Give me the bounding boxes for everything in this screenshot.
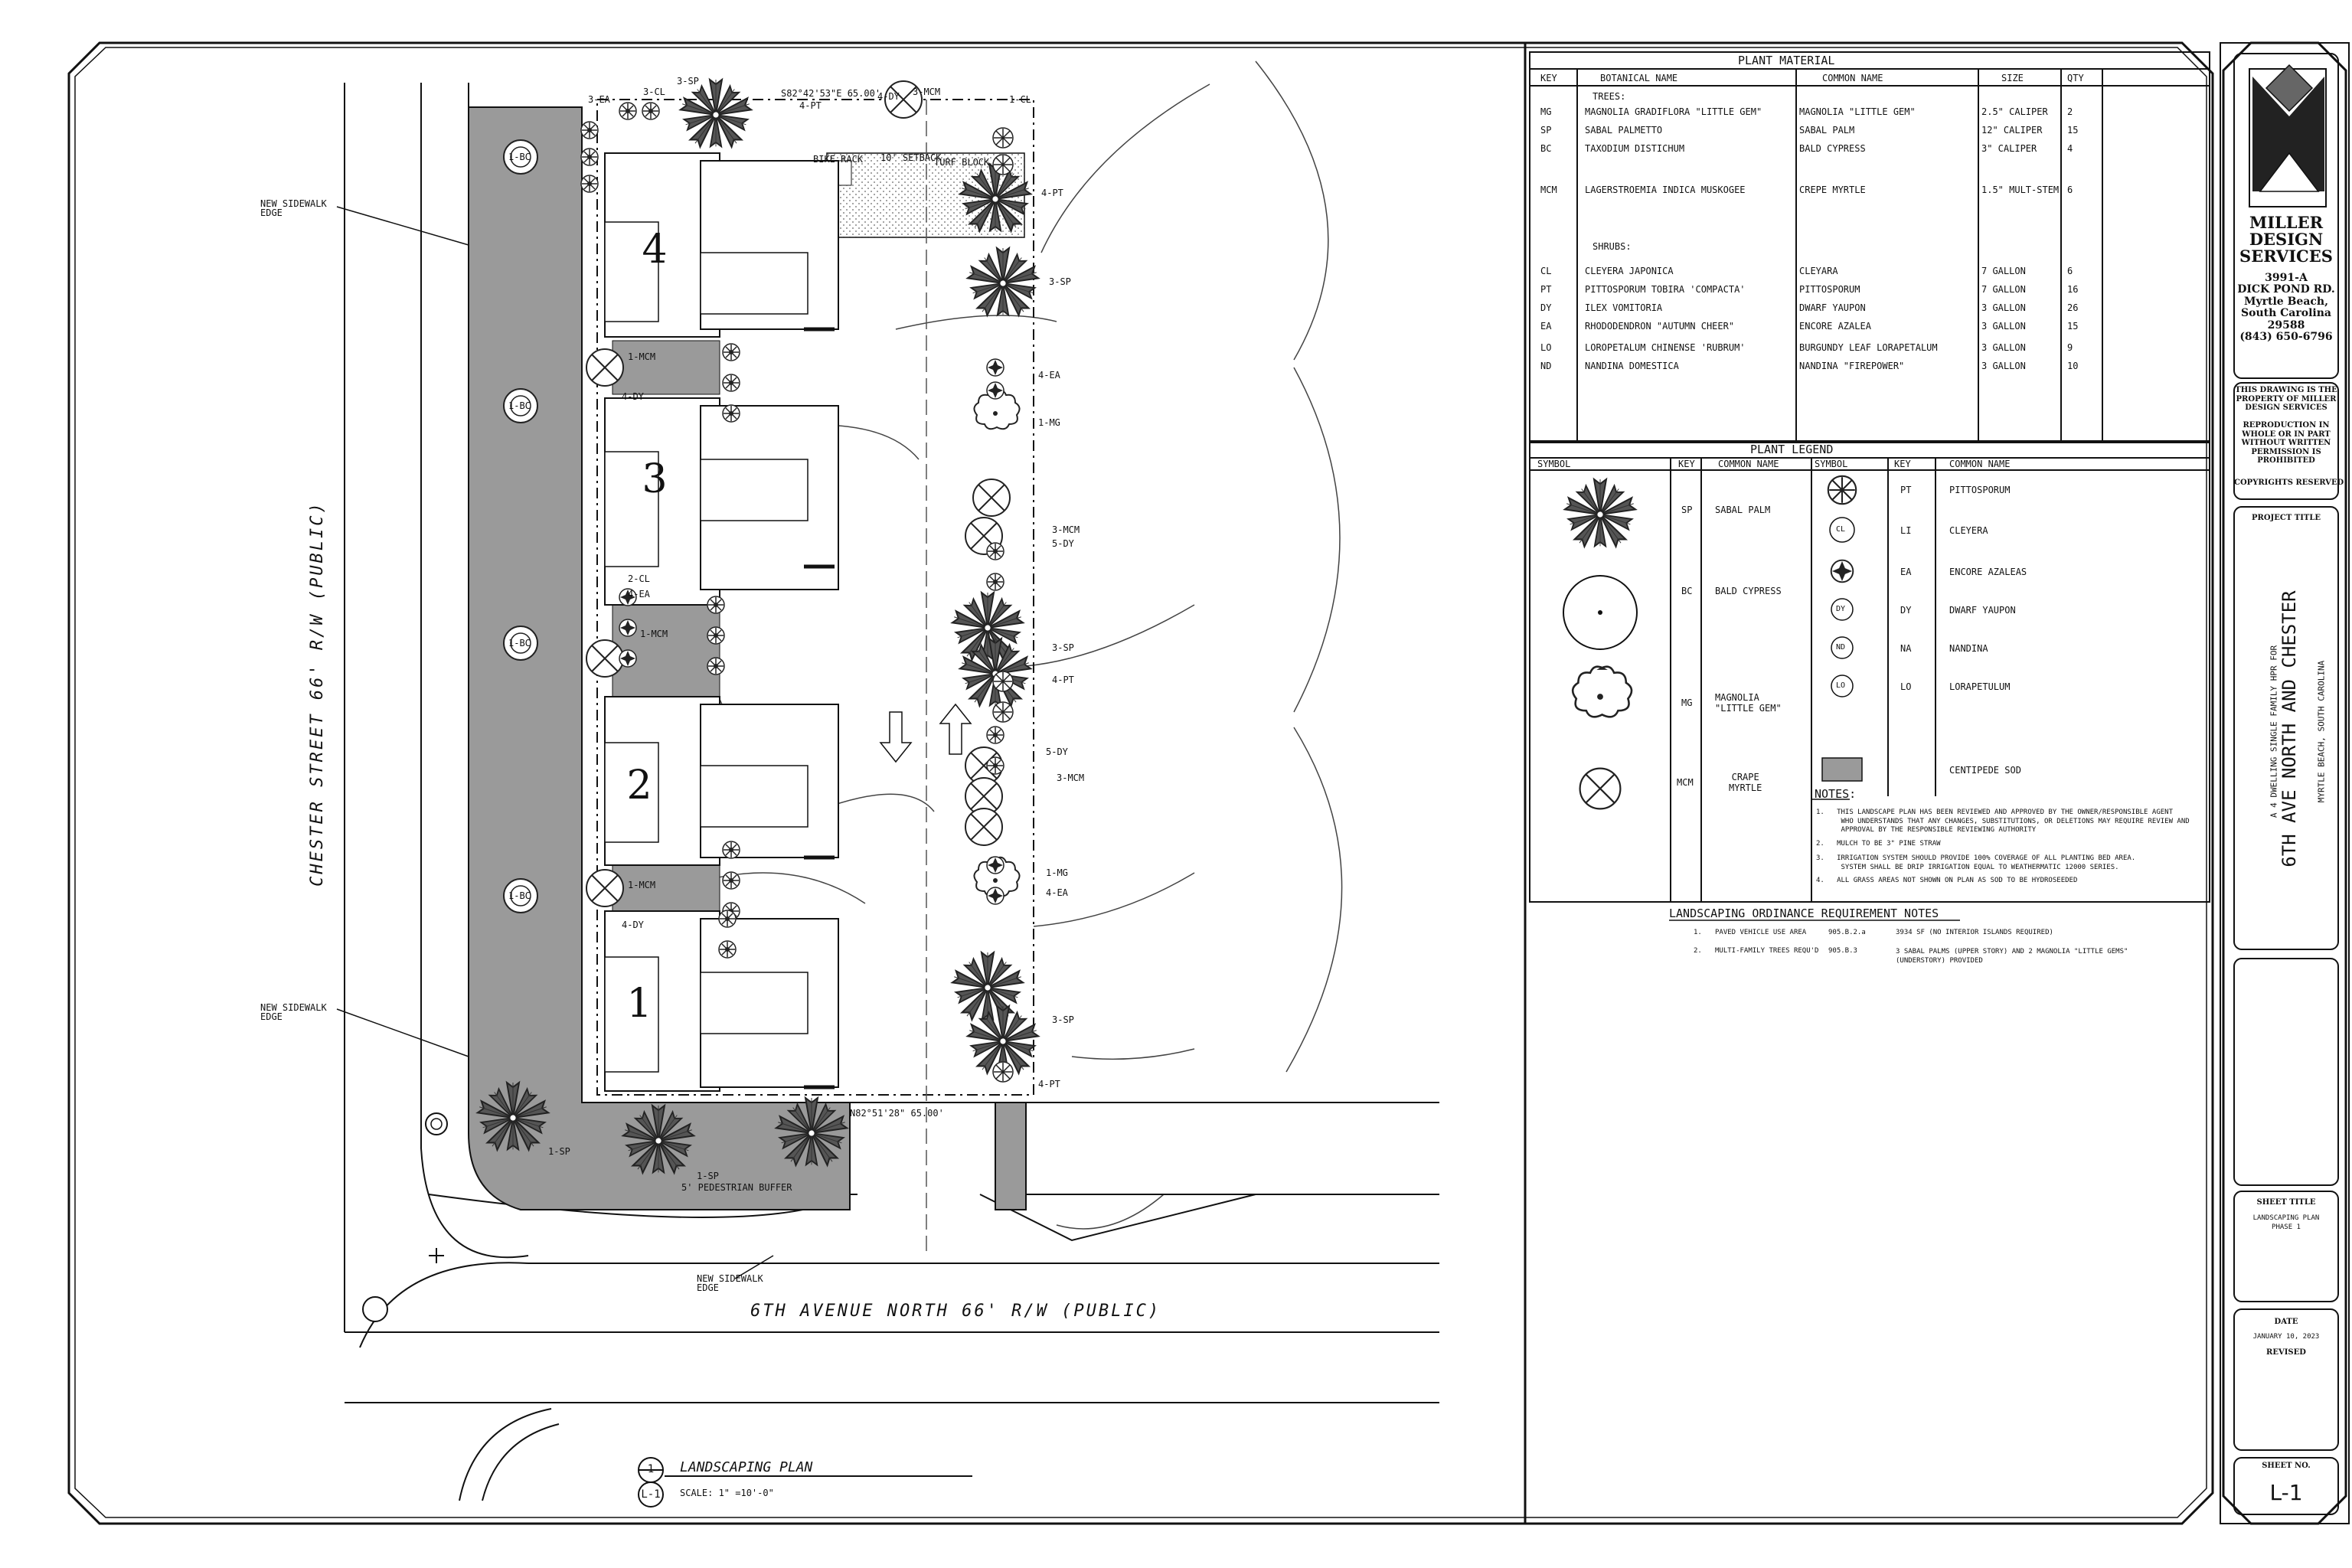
ordinance-text: 3934 SF (NO INTERIOR ISLANDS REQUIRED) — [1896, 929, 2053, 936]
legend-name: LORAPETULUM — [1949, 681, 2011, 692]
unit-number: 1 — [626, 981, 652, 1027]
project-title-label: PROJECT TITLE — [2252, 514, 2321, 522]
legend-name: BALD CYPRESS — [1715, 586, 1782, 596]
legend-key: EA — [1900, 567, 1912, 577]
bearing-label: N82°51'28" 65.00' — [850, 1108, 944, 1119]
plan-title: LANDSCAPING PLAN — [680, 1459, 813, 1475]
section-label: SHRUBS: — [1592, 241, 1632, 252]
plant-material-size: 7 GALLON — [1981, 284, 2026, 295]
plant-tag: 5-DY — [1052, 538, 1074, 549]
plant-material-common: ENCORE AZALEA — [1799, 321, 1871, 332]
setback-label: 10' SETBACK — [880, 152, 942, 163]
plant-tag: 4-DY — [877, 91, 900, 102]
legend-key: SP — [1681, 505, 1693, 515]
plant-material-botanical: LAGERSTROEMIA INDICA MUSKOGEE — [1585, 185, 1746, 195]
plant-material-key: BC — [1540, 143, 1552, 154]
plant-material-size: 1.5" MULT-STEM — [1981, 185, 2060, 195]
plant-tag: 3-CL — [643, 87, 665, 97]
unit-number: 2 — [626, 763, 652, 808]
plant-material-title: PLANT MATERIAL — [1738, 54, 1835, 67]
plant-tag: 1-MCM — [640, 629, 668, 639]
copyright-note: COPYRIGHTS RESERVED — [2234, 479, 2344, 487]
ordinance-text: 3 SABAL PALMS (UPPER STORY) AND 2 MAGNOLIA "LITTLE GEMS" (UNDERSTORY) PROVIDED — [1896, 948, 2128, 965]
plant-material-botanical: PITTOSPORUM TOBIRA 'COMPACTA' — [1585, 284, 1746, 295]
legend-symbol-label: DY — [1836, 605, 1846, 613]
plant-material-qty: 15 — [2067, 321, 2079, 332]
ordinance-title: LANDSCAPING ORDINANCE REQUIREMENT NOTES — [1669, 906, 1939, 920]
unit-number: 3 — [642, 456, 668, 502]
plant-tag: 3-MCM — [1052, 524, 1080, 535]
plant-tag: 4-PT — [1052, 675, 1074, 685]
legend-name: MAGNOLIA "LITTLE GEM" — [1715, 692, 1782, 714]
sheet-no-value: L-1 — [2269, 1480, 2303, 1505]
plant-material-botanical: ILEX VOMITORIA — [1585, 302, 1663, 313]
plant-material-size: 3 GALLON — [1981, 321, 2026, 332]
plant-material-key: CL — [1540, 266, 1552, 276]
plant-material-common: CREPE MYRTLE — [1799, 185, 1866, 195]
legend-header: KEY — [1894, 459, 1911, 469]
plant-material-key: EA — [1540, 321, 1552, 332]
plant-tag: 3-SP — [1052, 642, 1074, 653]
legend-name: PITTOSPORUM — [1949, 485, 2011, 495]
legend-symbol-label: CL — [1836, 525, 1846, 534]
plant-material-common: NANDINA "FIREPOWER" — [1799, 361, 1905, 371]
plant-material-botanical: RHODODENDRON "AUTUMN CHEER" — [1585, 321, 1735, 332]
table-header: SIZE — [2001, 73, 2024, 83]
tree-callout: 1-BC — [508, 152, 531, 162]
table-header: QTY — [2067, 73, 2084, 83]
company-address: 3991-A DICK POND RD. Myrtle Beach, South Carolina 29588 (843) 650-6796 — [2237, 272, 2335, 343]
legend-symbol-label: ND — [1836, 643, 1846, 652]
plant-material-key: LO — [1540, 342, 1552, 353]
plant-material-qty: 9 — [2067, 342, 2073, 353]
plant-material-size: 3 GALLON — [1981, 342, 2026, 353]
plant-tag: 1-SP — [697, 1171, 719, 1181]
plant-tag: 2-CL — [628, 573, 650, 584]
legend-key: LO — [1900, 681, 1912, 692]
plant-tag: 3-EA — [588, 94, 610, 105]
plant-material-common: DWARF YAUPON — [1799, 302, 1866, 313]
plant-material-qty: 6 — [2067, 266, 2073, 276]
plant-material-key: PT — [1540, 284, 1552, 295]
plant-tag: 1-MCM — [628, 880, 656, 890]
pedestrian-buffer-label: 5' PEDESTRIAN BUFFER — [681, 1182, 792, 1193]
unit-number: 4 — [642, 227, 668, 273]
sidewalk-edge-label: NEW SIDEWALK EDGE — [260, 198, 327, 218]
sheet-title-value: LANDSCAPING PLAN PHASE 1 — [2252, 1214, 2320, 1231]
ordinance-num: 2. — [1694, 947, 1702, 955]
plant-material-qty: 4 — [2067, 143, 2073, 154]
plant-material-common: PITTOSPORUM — [1799, 284, 1860, 295]
reproduction-note: REPRODUCTION IN WHOLE OR IN PART WITHOUT WRITTEN PERMISSION IS PROHIBITED — [2241, 421, 2331, 465]
project-line-3: MYRTLE BEACH, SOUTH CAROLINA — [2316, 660, 2327, 803]
project-line-2: 6TH AVE NORTH AND CHESTER — [2278, 590, 2300, 867]
plant-material-common: MAGNOLIA "LITTLE GEM" — [1799, 106, 1916, 117]
plant-tag: 4-PT — [1038, 1079, 1060, 1089]
plan-number: 1 — [647, 1463, 655, 1475]
legend-key: MCM — [1677, 777, 1694, 788]
legend-header: KEY — [1678, 459, 1695, 469]
ordinance-num: 1. — [1694, 929, 1702, 936]
ordinance-code: 905.B.3 — [1828, 947, 1857, 955]
plant-material-key: SP — [1540, 125, 1552, 136]
legend-header: SYMBOL — [1815, 459, 1848, 469]
plant-tag: 1-MCM — [628, 351, 656, 362]
plant-material-size: 3 GALLON — [1981, 361, 2026, 371]
bearing-label: S82°42'53"E 65.00' — [781, 88, 881, 99]
plant-tag: 5-DY — [1046, 746, 1068, 757]
plant-material-qty: 15 — [2067, 125, 2079, 136]
date-value: JANUARY 10, 2023 — [2252, 1333, 2320, 1341]
plant-tag: 1-CL — [1009, 94, 1031, 105]
ordinance-label: MULTI-FAMILY TREES REQU'D — [1715, 947, 1819, 955]
ordinance-code: 905.B.2.a — [1828, 929, 1866, 936]
plant-tag: 4-PT — [1041, 188, 1063, 198]
legend-key: BC — [1681, 586, 1693, 596]
bike-rack-label: BIKE RACK — [813, 154, 864, 165]
street-label-chester: CHESTER STREET 66' R/W (PUBLIC) — [308, 501, 327, 887]
street-label-6th-avenue: 6TH AVENUE NORTH 66' R/W (PUBLIC) — [750, 1302, 1161, 1321]
date-label: DATE — [2274, 1318, 2298, 1326]
legend-name: SABAL PALM — [1715, 505, 1771, 515]
project-line-1: A 4 DWELLING SINGLE FAMILY HPR FOR — [2269, 645, 2279, 818]
ordinance-label: PAVED VEHICLE USE AREA — [1715, 929, 1807, 936]
plant-material-key: MCM — [1540, 185, 1557, 195]
plant-material-botanical: LOROPETALUM CHINENSE 'RUBRUM' — [1585, 342, 1746, 353]
table-header: KEY — [1540, 73, 1557, 83]
plant-material-common: BURGUNDY LEAF LORAPETALUM — [1799, 342, 1938, 353]
plant-material-key: MG — [1540, 106, 1552, 117]
turf-block-label: TURF BLOCK — [934, 157, 990, 168]
plant-legend-title: PLANT LEGEND — [1750, 443, 1834, 456]
legend-key: DY — [1900, 605, 1912, 616]
plant-tag: 3-SP — [1052, 1014, 1074, 1025]
legend-name: CENTIPEDE SOD — [1949, 765, 2021, 776]
notes-item: 3. IRRIGATION SYSTEM SHOULD PROVIDE 100% COVERAGE OF ALL PLANTING BED AREA. SYSTEM SHALL BE DRIP IRRIGATION EQUAL TO WEATHERMATIC 12000 SERIES. — [1816, 854, 2136, 871]
plant-material-size: 7 GALLON — [1981, 266, 2026, 276]
plant-tag: 4-PT — [799, 100, 822, 111]
plant-material-qty: 10 — [2067, 361, 2079, 371]
plant-material-botanical: MAGNOLIA GRADIFLORA "LITTLE GEM" — [1585, 106, 1762, 117]
plant-material-qty: 16 — [2067, 284, 2079, 295]
legend-name: NANDINA — [1949, 643, 1988, 654]
plant-material-qty: 2 — [2067, 106, 2073, 117]
tree-callout: 1-BC — [508, 400, 531, 411]
plant-material-qty: 26 — [2067, 302, 2079, 313]
plant-material-key: DY — [1540, 302, 1552, 313]
plant-material-key: ND — [1540, 361, 1552, 371]
legend-name: CRAPE MYRTLE — [1729, 772, 1762, 794]
legend-name: DWARF YAUPON — [1949, 605, 2016, 616]
sidewalk-edge-label: NEW SIDEWALK EDGE — [697, 1273, 763, 1293]
plant-material-botanical: TAXODIUM DISTICHUM — [1585, 143, 1685, 154]
plant-material-botanical: SABAL PALMETTO — [1585, 125, 1663, 136]
plant-material-size: 3" CALIPER — [1981, 143, 2037, 154]
legend-key: NA — [1900, 643, 1912, 654]
table-header: COMMON NAME — [1822, 73, 1883, 83]
plant-material-common: SABAL PALM — [1799, 125, 1855, 136]
plant-material-common: CLEYARA — [1799, 266, 1838, 276]
table-header: BOTANICAL NAME — [1600, 73, 1678, 83]
plant-tag: 4-EA — [1046, 887, 1068, 898]
notes-item: 2. MULCH TO BE 3" PINE STRAW — [1816, 840, 1941, 848]
company-logo — [2249, 65, 2326, 207]
sidewalk-edge-label: NEW SIDEWALK EDGE — [260, 1002, 327, 1022]
plant-material-size: 2.5" CALIPER — [1981, 106, 2048, 117]
sheet-title-label: SHEET TITLE — [2256, 1198, 2316, 1207]
plant-tag: 3-MCM — [1057, 773, 1085, 783]
legend-header: SYMBOL — [1537, 459, 1571, 469]
legend-name: CLEYERA — [1949, 525, 1988, 536]
legend-key: LI — [1900, 525, 1912, 536]
legend-key: PT — [1900, 485, 1912, 495]
plant-tag: 3-SP — [677, 76, 699, 87]
section-label: TREES: — [1592, 91, 1626, 102]
plant-material-size: 12" CALIPER — [1981, 125, 2043, 136]
plant-tag: 4-DY — [622, 920, 644, 930]
legend-header: COMMON NAME — [1718, 459, 1779, 469]
plant-material-botanical: NANDINA DOMESTICA — [1585, 361, 1679, 371]
tree-callout: 1-BC — [508, 890, 531, 901]
plan-scale: SCALE: 1" =10'-0" — [680, 1488, 774, 1498]
notes-item: 4. ALL GRASS AREAS NOT SHOWN ON PLAN AS SOD TO BE HYDROSEEDED — [1816, 877, 2078, 884]
revised-label: REVISED — [2266, 1348, 2306, 1357]
tree-callout: 1-BC — [508, 638, 531, 648]
notes-item: 1. THIS LANDSCAPE PLAN HAS BEEN REVIEWED AND APPROVED BY THE OWNER/RESPONSIBLE AGENT WHO UNDERSTANDS THAT ANY CHANGES, SUBSTITUTIONS, OR DELETIONS MAY REQUIRE REVIEW AND APPROVAL BY THE RESPONSIBLE REVIEWING AUTHORITY — [1816, 808, 2190, 835]
legend-key: MG — [1681, 697, 1693, 708]
legend-symbol-label: LO — [1836, 681, 1846, 690]
plant-tag: 1-MG — [1046, 867, 1068, 878]
legend-name: ENCORE AZALEAS — [1949, 567, 2027, 577]
plant-tag: 4-DY — [622, 391, 644, 402]
company-name: MILLER DESIGN SERVICES — [2239, 213, 2333, 266]
plant-material-qty: 6 — [2067, 185, 2073, 195]
plant-material-common: BALD CYPRESS — [1799, 143, 1866, 154]
notes-title: NOTES: — [1815, 787, 1857, 801]
plant-tag: 3-MCM — [913, 87, 941, 97]
legend-header: COMMON NAME — [1949, 459, 2011, 469]
property-note: THIS DRAWING IS THE PROPERTY OF MILLER DESIGN SERVICES — [2235, 386, 2337, 412]
sheet-no-label: SHEET NO. — [2262, 1462, 2311, 1470]
plant-tag: 3-SP — [1049, 276, 1071, 287]
plant-tag: 1-SP — [548, 1146, 570, 1157]
plant-tag: 4-EA — [628, 589, 650, 599]
plant-tag: 1-MG — [1038, 417, 1060, 428]
plant-material-size: 3 GALLON — [1981, 302, 2026, 313]
plant-material-botanical: CLEYERA JAPONICA — [1585, 266, 1674, 276]
plant-tag: 4-EA — [1038, 370, 1060, 381]
plan-sheet-ref: L-1 — [641, 1488, 661, 1501]
